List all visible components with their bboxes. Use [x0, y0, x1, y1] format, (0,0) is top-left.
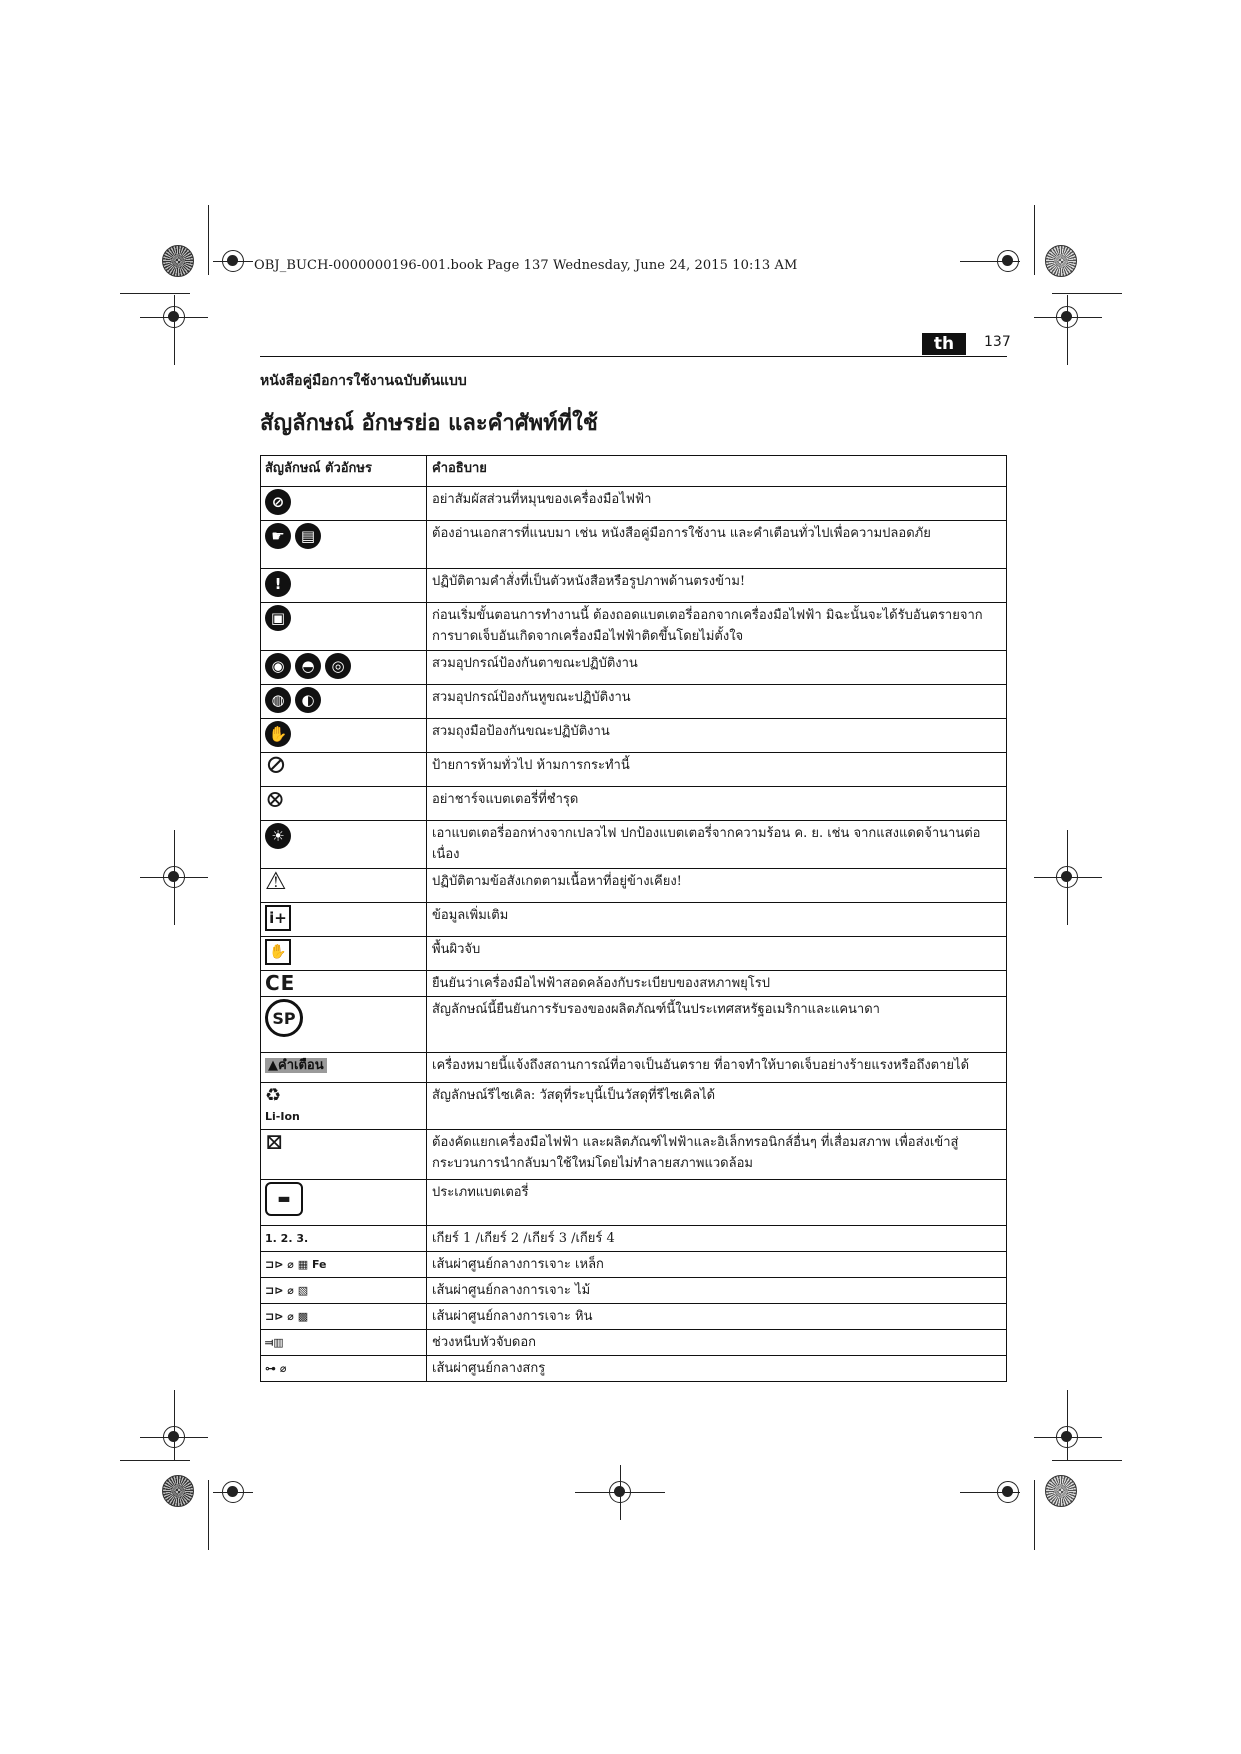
- table-row: [261, 821, 1007, 869]
- read-manual-icon: ☛: [265, 523, 291, 549]
- table-row: [261, 937, 1007, 971]
- row-description: สัญลักษณ์นี้ยืนยันการรับรองของผลิตภัณฑ์นี้ในประเทศสหรัฐอเมริกาและแคนาดา: [427, 997, 1007, 1053]
- battery-type-icon: ▬: [265, 1182, 303, 1216]
- row-description: ช่วงหนีบหัวจับดอก: [427, 1330, 1007, 1356]
- weee-bin-icon: ⊠: [265, 1130, 284, 1155]
- no-charge-damaged-battery-icon: ⊗: [265, 785, 286, 813]
- table-row: [261, 1083, 1007, 1130]
- row-description: เส้นผ่าศูนย์กลางสกรู: [427, 1356, 1007, 1382]
- face-shield-icon: ◓: [295, 653, 321, 679]
- row-description: สวมถุงมือป้องกันขณะปฏิบัติงาน: [427, 719, 1007, 753]
- warning-label-icon: ▲คำเตือน: [265, 1058, 327, 1073]
- table-row: [261, 869, 1007, 903]
- column-header-description: คำอธิบาย: [427, 456, 1007, 487]
- registration-star-icon: [162, 1475, 194, 1507]
- row-description: ต้องอ่านเอกสารที่แนบมา เช่น หนังสือคู่มือการใช้งาน และคำเตือนทั่วไปเพื่อความปลอดภัย: [427, 521, 1007, 569]
- table-row: [261, 1356, 1007, 1382]
- row-description: อย่าชาร์จแบตเตอรี่ที่ชำรุด: [427, 787, 1007, 821]
- row-description: เอาแบตเตอรี่ออกห่างจากเปลวไฟ ปกป้องแบตเตอรี่จากความร้อน ค. ย. เช่น จากแสงแดดจ้านานต่อเนื่อง: [427, 821, 1007, 869]
- mandatory-exclamation-icon: !: [265, 571, 291, 597]
- symbols-table: [260, 455, 1007, 1382]
- drill-diameter-wood-icon: ⊐⊳ ⌀ ▧: [265, 1284, 309, 1297]
- table-row: [261, 1226, 1007, 1252]
- row-description: ปฏิบัติตามคำสั่งที่เป็นตัวหนังสือหรือรูปภาพด้านตรงข้าม!: [427, 569, 1007, 603]
- table-row: [261, 1180, 1007, 1226]
- info-plus-icon: i+: [265, 905, 291, 931]
- registration-star-icon: [1045, 1475, 1077, 1507]
- table-row: [261, 1252, 1007, 1278]
- row-description: ประเภทแบตเตอรี่: [427, 1180, 1007, 1226]
- table-row: [261, 753, 1007, 787]
- csa-mark-icon: SP: [265, 999, 303, 1037]
- grip-surface-icon: ✋: [265, 939, 291, 965]
- chuck-clamping-range-icon: ⫤▥: [265, 1336, 284, 1349]
- row-description: สวมอุปกรณ์ป้องกันตาขณะปฏิบัติงาน: [427, 651, 1007, 685]
- row-description: ป้ายการห้ามทั่วไป ห้ามการกระทำนี้: [427, 753, 1007, 787]
- section-title: สัญลักษณ์ อักษรย่อ และคำศัพท์ที่ใช้: [260, 410, 598, 436]
- warning-triangle-icon: ⚠: [265, 867, 287, 895]
- table-row: [261, 1330, 1007, 1356]
- row-description: ยืนยันว่าเครื่องมือไฟฟ้าสอดคล้องกับระเบียบของสหภาพยุโรป: [427, 971, 1007, 997]
- book-icon: ▤: [295, 523, 321, 549]
- row-description: สวมอุปกรณ์ป้องกันหูขณะปฏิบัติงาน: [427, 685, 1007, 719]
- gear-selection-icon: 1. 2. 3.: [265, 1232, 309, 1245]
- row-description: ต้องคัดแยกเครื่องมือไฟฟ้า และผลิตภัณฑ์ไฟฟ้าและอิเล็กทรอนิกส์อื่นๆ ที่เสื่อมสภาพ เพื่อส่งเข้าสู่กระบวนการนำกลับมาใช้ใหม่โดยไม่ทำลายสภาพแวดล้อม: [427, 1130, 1007, 1180]
- table-row: [261, 651, 1007, 685]
- gloves-icon: ✋: [265, 721, 291, 747]
- table-row: [261, 487, 1007, 521]
- remove-battery-icon: ▣: [265, 605, 291, 631]
- row-description: เครื่องหมายนี้แจ้งถึงสถานการณ์ที่อาจเป็นอันตราย ที่อาจทำให้บาดเจ็บอย่างร้ายแรงหรือถึงตายได้: [427, 1053, 1007, 1083]
- column-header-symbol: สัญลักษณ์ ตัวอักษร: [261, 456, 427, 487]
- running-head: หนังสือคู่มือการใช้งานฉบับต้นแบบ: [260, 373, 467, 389]
- registration-star-icon: [1045, 245, 1077, 277]
- table-row: [261, 569, 1007, 603]
- table-row: [261, 719, 1007, 753]
- row-description: ปฏิบัติตามข้อสังเกตตามเนื้อหาที่อยู่ข้างเคียง!: [427, 869, 1007, 903]
- registration-star-icon: [162, 245, 194, 277]
- table-row: [261, 603, 1007, 651]
- rotating-parts-prohibition-icon: ⊘: [265, 489, 291, 515]
- print-slug: OBJ_BUCH-0000000196-001.book Page 137 Wednesday, June 24, 2015 10:13 AM: [254, 258, 798, 273]
- battery-heat-icon: ☀: [265, 823, 291, 849]
- fe-label: Fe: [311, 1258, 327, 1271]
- recycle-icon: ♻: [265, 1085, 282, 1106]
- earplug-icon: ◐: [295, 687, 321, 713]
- table-row: [261, 1278, 1007, 1304]
- goggles-icon: ◉: [265, 653, 291, 679]
- row-description: เส้นผ่าศูนย์กลางการเจาะ ไม้: [427, 1278, 1007, 1304]
- row-description: เส้นผ่าศูนย์กลางการเจาะ เหล็ก: [427, 1252, 1007, 1278]
- table-row: [261, 521, 1007, 569]
- language-badge: th: [922, 333, 966, 355]
- general-prohibition-icon: ⊘: [265, 750, 287, 780]
- li-ion-label: Li-Ion: [265, 1110, 300, 1123]
- table-row: [261, 903, 1007, 937]
- table-row: [261, 787, 1007, 821]
- table-row: [261, 971, 1007, 997]
- screw-diameter-icon: ⊶ ⌀: [265, 1362, 287, 1375]
- row-description: เกียร์ 1 /เกียร์ 2 /เกียร์ 3 /เกียร์ 4: [427, 1226, 1007, 1252]
- warning-label-text: คำเตือน: [278, 1058, 324, 1073]
- table-row: [261, 1053, 1007, 1083]
- ce-mark-icon: CE: [265, 971, 296, 995]
- drill-diameter-steel-icon: ⊐⊳ ⌀ ▦ Fe: [265, 1258, 327, 1271]
- row-description: ก่อนเริ่มขั้นตอนการทำงานนี้ ต้องถอดแบตเตอรี่ออกจากเครื่องมือไฟฟ้า มิฉะนั้นจะได้รับอันตรายจากการบาดเจ็บอันเกิดจากเครื่องมือไฟฟ้าติดขึ้นโดยไม่ตั้งใจ: [427, 603, 1007, 651]
- page-number: 137: [984, 334, 1011, 350]
- table-row: [261, 1304, 1007, 1330]
- row-description: อย่าสัมผัสส่วนที่หมุนของเครื่องมือไฟฟ้า: [427, 487, 1007, 521]
- table-row: [261, 1130, 1007, 1180]
- row-description: เส้นผ่าศูนย์กลางการเจาะ หิน: [427, 1304, 1007, 1330]
- header-rule: [260, 356, 1007, 357]
- row-description: สัญลักษณ์รีไซเคิล: วัสดุที่ระบุนี้เป็นวัสดุที่รีไซเคิลได้: [427, 1083, 1007, 1130]
- earmuff-icon: ◍: [265, 687, 291, 713]
- table-row: [261, 997, 1007, 1053]
- row-description: ข้อมูลเพิ่มเติม: [427, 903, 1007, 937]
- row-description: พื้นผิวจับ: [427, 937, 1007, 971]
- table-row: [261, 685, 1007, 719]
- safety-glasses-icon: ◎: [325, 653, 351, 679]
- table-header-row: [261, 456, 1007, 487]
- drill-diameter-masonry-icon: ⊐⊳ ⌀ ▩: [265, 1310, 309, 1323]
